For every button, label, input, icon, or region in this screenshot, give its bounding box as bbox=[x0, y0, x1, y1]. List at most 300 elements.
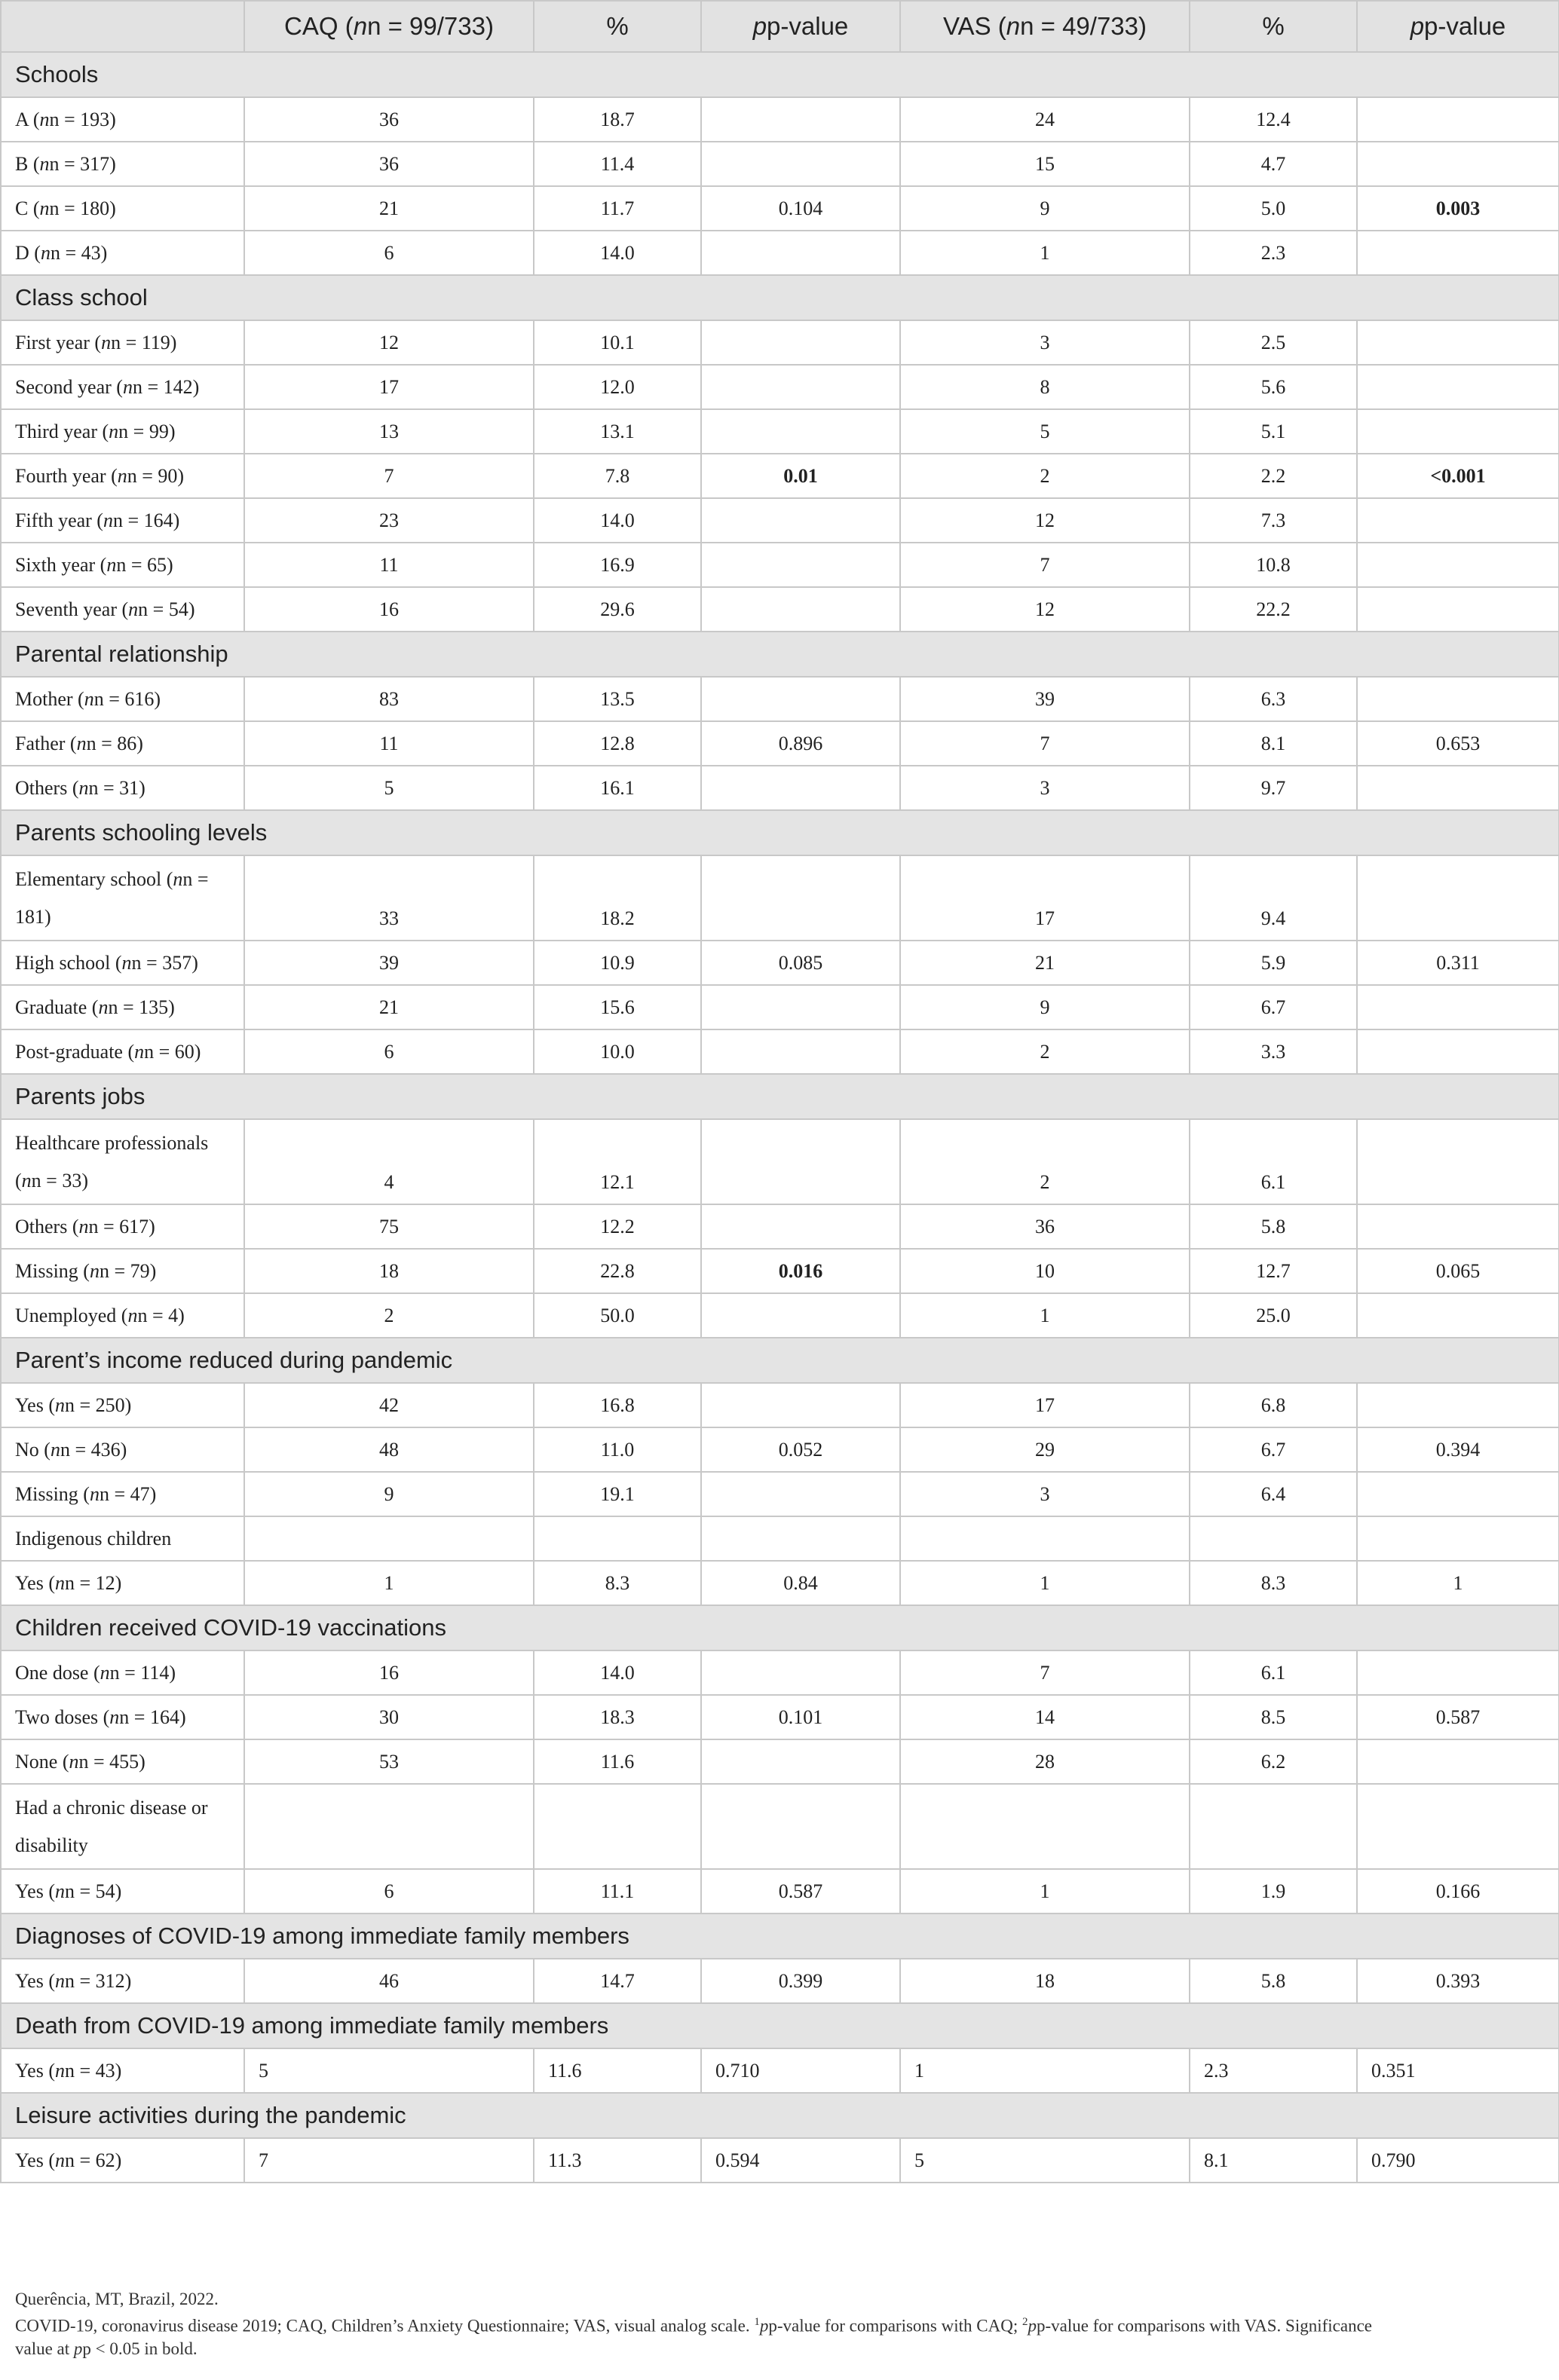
cell-caq-pct: 11.7 bbox=[534, 186, 701, 231]
stat-symbol: n bbox=[76, 732, 87, 754]
cell-vas: 28 bbox=[900, 1739, 1190, 1784]
stat-symbol: n bbox=[117, 464, 127, 487]
cell-vas-p bbox=[1357, 1119, 1559, 1204]
cell-caq-p bbox=[701, 365, 900, 409]
cell-vas: 17 bbox=[900, 1383, 1190, 1427]
table-row bbox=[1, 1472, 1559, 1516]
cell-caq-pct: 12.8 bbox=[534, 721, 701, 766]
cell-caq-p bbox=[701, 1383, 900, 1427]
cell-vas: 5 bbox=[900, 2138, 1190, 2183]
cell-vas: 2 bbox=[900, 454, 1190, 498]
section-title: Death from COVID-19 among immediate family members bbox=[1, 2003, 1559, 2048]
cell-caq-pct: 10.1 bbox=[534, 320, 701, 365]
cell-caq: 36 bbox=[244, 142, 534, 186]
row-label: Seventh year (nn = 54) bbox=[1, 587, 244, 632]
cell-vas-p bbox=[1357, 1739, 1559, 1784]
table-row bbox=[1, 142, 1559, 186]
cell-vas-p bbox=[1357, 587, 1559, 632]
cell-caq-p bbox=[701, 587, 900, 632]
cell-caq-p: 0.399 bbox=[701, 1959, 900, 2003]
table-row bbox=[1, 855, 1559, 941]
cell-vas-pct: 9.7 bbox=[1190, 766, 1357, 810]
cell-caq: 9 bbox=[244, 1472, 534, 1516]
cell-vas: 2 bbox=[900, 1029, 1190, 1074]
cell-caq-p bbox=[701, 985, 900, 1029]
cell-vas-p: 1 bbox=[1357, 1561, 1559, 1605]
footnote-significance: value at pp < 0.05 in bold. bbox=[15, 2339, 198, 2358]
stat-symbol: n bbox=[55, 1571, 65, 1594]
cell-caq-p bbox=[701, 1516, 900, 1561]
cell-vas-p bbox=[1357, 855, 1559, 941]
cell-caq-p: 0.710 bbox=[701, 2048, 900, 2093]
row-label: Yes (nn = 12) bbox=[1, 1561, 244, 1605]
cell-vas-pct: 2.5 bbox=[1190, 320, 1357, 365]
cell-caq-p bbox=[701, 498, 900, 543]
cell-caq-p bbox=[701, 1249, 900, 1293]
cell-vas: 10 bbox=[900, 1249, 1190, 1293]
cell-caq-p bbox=[701, 231, 900, 275]
footnote-p1-text: pp-value for comparisons with CAQ; bbox=[759, 2316, 1022, 2336]
cell-caq: 30 bbox=[244, 1695, 534, 1739]
cell-caq-pct: 11.6 bbox=[534, 2048, 701, 2093]
stat-symbol: n bbox=[55, 1969, 65, 1992]
cell-caq-p bbox=[701, 1739, 900, 1784]
cell-caq-pct: 18.3 bbox=[534, 1695, 701, 1739]
cell-caq-p bbox=[701, 1650, 900, 1695]
stat-symbol: n bbox=[109, 420, 119, 442]
cell-caq: 33 bbox=[244, 855, 534, 941]
table-row bbox=[1, 2138, 1559, 2183]
stat-symbol: n bbox=[1006, 12, 1021, 40]
cell-caq: 48 bbox=[244, 1427, 534, 1472]
table-row bbox=[1, 1959, 1559, 2003]
cell-vas: 12 bbox=[900, 587, 1190, 632]
section-title: Parent’s income reduced during pandemic bbox=[1, 1338, 1559, 1383]
table-row bbox=[1, 2048, 1559, 2093]
cell-vas-p bbox=[1357, 677, 1559, 721]
table-row bbox=[1, 1516, 1559, 1561]
cell-caq: 16 bbox=[244, 587, 534, 632]
cell-vas: 7 bbox=[900, 721, 1190, 766]
section-row bbox=[1, 1074, 1559, 1119]
cell-caq: 75 bbox=[244, 1204, 534, 1249]
stat-symbol: n bbox=[89, 1482, 100, 1505]
cell-caq-pct: 14.0 bbox=[534, 1650, 701, 1695]
cell-vas-p bbox=[1357, 365, 1559, 409]
cell-vas: 17 bbox=[900, 855, 1190, 941]
row-label: Elementary school (nn = 181) bbox=[1, 855, 244, 941]
cell-vas-p bbox=[1357, 1293, 1559, 1338]
cell-vas: 18 bbox=[900, 1959, 1190, 2003]
cell-vas-p bbox=[1357, 543, 1559, 587]
section-title: Children received COVID-19 vaccinations bbox=[1, 1605, 1559, 1650]
cell-vas-p bbox=[1357, 1029, 1559, 1074]
significant-value: <0.001 bbox=[1430, 464, 1486, 487]
stat-symbol: p bbox=[73, 2339, 83, 2358]
cell-vas: 1 bbox=[900, 231, 1190, 275]
cell-vas-pct: 6.8 bbox=[1190, 1383, 1357, 1427]
table-row bbox=[1, 454, 1559, 498]
row-label: Fifth year (nn = 164) bbox=[1, 498, 244, 543]
cell-caq: 42 bbox=[244, 1383, 534, 1427]
stat-symbol: n bbox=[69, 1750, 79, 1773]
cell-vas: 8 bbox=[900, 365, 1190, 409]
row-label: Post-graduate (nn = 60) bbox=[1, 1029, 244, 1074]
stat-symbol: p bbox=[1028, 2316, 1037, 2336]
stat-symbol: n bbox=[39, 108, 50, 130]
stat-symbol: n bbox=[89, 1259, 100, 1282]
table-row bbox=[1, 498, 1559, 543]
cell-caq: 7 bbox=[244, 2138, 534, 2183]
cell-vas-p bbox=[1357, 1472, 1559, 1516]
row-label: Unemployed (nn = 4) bbox=[1, 1293, 244, 1338]
cell-caq-pct: 13.5 bbox=[534, 677, 701, 721]
stat-symbol: n bbox=[55, 2059, 65, 2082]
cell-vas: 29 bbox=[900, 1427, 1190, 1472]
stat-symbol: p bbox=[1410, 12, 1425, 40]
cell-vas bbox=[900, 1784, 1190, 1869]
row-label: D (nn = 43) bbox=[1, 231, 244, 275]
cell-vas: 2 bbox=[900, 1119, 1190, 1204]
significant-value: 0.003 bbox=[1435, 197, 1481, 219]
stat-symbol: n bbox=[55, 2149, 65, 2171]
header-vas-p: pp-value bbox=[1357, 1, 1559, 52]
cell-vas-p bbox=[1357, 142, 1559, 186]
cell-vas-pct: 8.1 bbox=[1190, 721, 1357, 766]
cell-vas-pct: 5.8 bbox=[1190, 1204, 1357, 1249]
section-row bbox=[1, 2003, 1559, 2048]
cell-vas-p bbox=[1357, 409, 1559, 454]
table-row bbox=[1, 1650, 1559, 1695]
cell-vas: 15 bbox=[900, 142, 1190, 186]
cell-vas: 1 bbox=[900, 1869, 1190, 1913]
header-caq bbox=[244, 1, 534, 52]
cell-caq-p bbox=[701, 409, 900, 454]
stat-symbol: n bbox=[78, 776, 89, 799]
cell-caq-p: 0.085 bbox=[701, 941, 900, 985]
cell-caq-p bbox=[701, 1204, 900, 1249]
cell-vas-pct: 3.3 bbox=[1190, 1029, 1357, 1074]
cell-vas-p: 0.311 bbox=[1357, 941, 1559, 985]
row-label: One dose (nn = 114) bbox=[1, 1650, 244, 1695]
cell-caq-p: 0.84 bbox=[701, 1561, 900, 1605]
cell-vas-pct bbox=[1190, 1784, 1357, 1869]
cell-vas-p bbox=[1357, 97, 1559, 142]
cell-vas: 3 bbox=[900, 1472, 1190, 1516]
cell-caq-p bbox=[701, 855, 900, 941]
cell-caq-p bbox=[701, 97, 900, 142]
cell-caq-pct: 12.1 bbox=[534, 1119, 701, 1204]
table-row bbox=[1, 231, 1559, 275]
footnote-abbrev-text: COVID-19, coronavirus disease 2019; CAQ, Children’s Anxiety Questionnaire; VAS, visual analog scale. bbox=[15, 2316, 755, 2336]
cell-caq-pct: 11.4 bbox=[534, 142, 701, 186]
cell-caq-p: 0.594 bbox=[701, 2138, 900, 2183]
table-row bbox=[1, 1739, 1559, 1784]
cell-caq-pct: 14.7 bbox=[534, 1959, 701, 2003]
cell-caq-pct: 8.3 bbox=[534, 1561, 701, 1605]
section-title: Parental relationship bbox=[1, 632, 1559, 677]
cell-vas-pct: 5.1 bbox=[1190, 409, 1357, 454]
cell-vas-pct: 6.3 bbox=[1190, 677, 1357, 721]
cell-caq: 36 bbox=[244, 97, 534, 142]
cell-caq-p bbox=[701, 1119, 900, 1204]
cell-vas-p: 0.351 bbox=[1357, 2048, 1559, 2093]
cell-vas bbox=[900, 1516, 1190, 1561]
significant-value: 0.01 bbox=[783, 464, 818, 487]
cell-caq-p bbox=[701, 766, 900, 810]
row-label: Healthcare professionals (nn = 33) bbox=[1, 1119, 244, 1204]
cell-vas-pct: 5.9 bbox=[1190, 941, 1357, 985]
stat-symbol: n bbox=[98, 996, 109, 1018]
stat-symbol: n bbox=[353, 12, 368, 40]
section-title: Parents schooling levels bbox=[1, 810, 1559, 855]
cell-caq-pct: 10.0 bbox=[534, 1029, 701, 1074]
stat-symbol: n bbox=[100, 1661, 110, 1684]
cell-vas-pct: 5.0 bbox=[1190, 186, 1357, 231]
row-label: Mother (nn = 616) bbox=[1, 677, 244, 721]
row-label: Yes (nn = 312) bbox=[1, 1959, 244, 2003]
row-label: Missing (nn = 79) bbox=[1, 1249, 244, 1293]
cell-caq: 12 bbox=[244, 320, 534, 365]
cell-caq: 17 bbox=[244, 365, 534, 409]
stat-symbol: n bbox=[103, 509, 113, 531]
stat-symbol: n bbox=[39, 197, 50, 219]
cell-caq-p bbox=[701, 454, 900, 498]
stat-symbol: p bbox=[759, 2316, 769, 2336]
cell-vas-pct: 12.4 bbox=[1190, 97, 1357, 142]
stat-symbol: n bbox=[50, 1438, 60, 1461]
cell-vas: 12 bbox=[900, 498, 1190, 543]
header-blank bbox=[1, 1, 244, 52]
cell-vas-p bbox=[1357, 766, 1559, 810]
row-label: Third year (nn = 99) bbox=[1, 409, 244, 454]
cell-caq: 21 bbox=[244, 186, 534, 231]
stat-symbol: n bbox=[134, 1040, 145, 1063]
stat-symbol: p bbox=[752, 12, 767, 40]
row-label: Fourth year (nn = 90) bbox=[1, 454, 244, 498]
header-caq-p: pp-value bbox=[701, 1, 900, 52]
cell-vas-p: 0.653 bbox=[1357, 721, 1559, 766]
table-row bbox=[1, 1119, 1559, 1204]
cell-caq-p bbox=[701, 1784, 900, 1869]
stat-symbol: n bbox=[84, 687, 94, 710]
table-row bbox=[1, 409, 1559, 454]
cell-vas: 1 bbox=[900, 1561, 1190, 1605]
cell-caq: 23 bbox=[244, 498, 534, 543]
row-label: Had a chronic disease or disability bbox=[1, 1784, 244, 1869]
cell-vas-pct: 6.7 bbox=[1190, 1427, 1357, 1472]
stat-symbol: n bbox=[128, 598, 139, 620]
table-row bbox=[1, 1204, 1559, 1249]
cell-caq-p: 0.587 bbox=[701, 1869, 900, 1913]
cell-caq: 6 bbox=[244, 1029, 534, 1074]
cell-caq-pct: 10.9 bbox=[534, 941, 701, 985]
cell-caq-pct: 12.0 bbox=[534, 365, 701, 409]
cell-caq: 5 bbox=[244, 766, 534, 810]
cell-vas-p bbox=[1357, 985, 1559, 1029]
cell-vas-p bbox=[1357, 1383, 1559, 1427]
cell-vas-p bbox=[1357, 1204, 1559, 1249]
cell-caq-pct: 16.1 bbox=[534, 766, 701, 810]
row-label: First year (nn = 119) bbox=[1, 320, 244, 365]
cell-vas-pct: 2.3 bbox=[1190, 231, 1357, 275]
stat-symbol: n bbox=[101, 331, 112, 353]
section-title: Schools bbox=[1, 52, 1559, 97]
cell-vas-pct: 6.4 bbox=[1190, 1472, 1357, 1516]
cell-caq-pct: 7.8 bbox=[534, 454, 701, 498]
cell-vas-pct: 25.0 bbox=[1190, 1293, 1357, 1338]
table-row bbox=[1, 1869, 1559, 1913]
table-row bbox=[1, 1784, 1559, 1869]
table-row bbox=[1, 1695, 1559, 1739]
cell-vas-p bbox=[1357, 498, 1559, 543]
cell-caq-pct: 13.1 bbox=[534, 409, 701, 454]
cell-caq-p: 0.101 bbox=[701, 1695, 900, 1739]
cell-vas: 21 bbox=[900, 941, 1190, 985]
cell-caq-p bbox=[701, 142, 900, 186]
section-row bbox=[1, 1913, 1559, 1959]
cell-vas: 36 bbox=[900, 1204, 1190, 1249]
cell-vas-p bbox=[1357, 454, 1559, 498]
cell-vas-pct: 6.2 bbox=[1190, 1739, 1357, 1784]
cell-vas: 1 bbox=[900, 2048, 1190, 2093]
header-caq-label: CAQ (nn = 99/733) bbox=[284, 12, 494, 40]
table-row bbox=[1, 1383, 1559, 1427]
cell-vas-pct bbox=[1190, 1516, 1357, 1561]
cell-vas-p bbox=[1357, 1650, 1559, 1695]
cell-vas-pct: 2.2 bbox=[1190, 454, 1357, 498]
row-label: None (nn = 455) bbox=[1, 1739, 244, 1784]
cell-vas: 3 bbox=[900, 766, 1190, 810]
cell-vas-p bbox=[1357, 320, 1559, 365]
table-row bbox=[1, 1029, 1559, 1074]
row-label: C (nn = 180) bbox=[1, 186, 244, 231]
row-label: Sixth year (nn = 65) bbox=[1, 543, 244, 587]
table-row bbox=[1, 186, 1559, 231]
cell-caq-pct bbox=[534, 1516, 701, 1561]
stat-symbol: n bbox=[39, 152, 50, 175]
cell-caq-p bbox=[701, 543, 900, 587]
cell-vas-pct: 10.8 bbox=[1190, 543, 1357, 587]
stat-symbol: n bbox=[40, 241, 51, 264]
cell-vas-pct: 5.6 bbox=[1190, 365, 1357, 409]
cell-caq: 39 bbox=[244, 941, 534, 985]
section-row bbox=[1, 275, 1559, 320]
table-row bbox=[1, 587, 1559, 632]
table-row bbox=[1, 1427, 1559, 1472]
cell-vas-p: 0.393 bbox=[1357, 1959, 1559, 2003]
cell-vas-pct: 9.4 bbox=[1190, 855, 1357, 941]
stat-symbol: n bbox=[106, 553, 117, 576]
row-label: Yes (nn = 54) bbox=[1, 1869, 244, 1913]
table-header bbox=[1, 1, 1559, 52]
stat-symbol: n bbox=[173, 867, 183, 890]
header-vas-label: VAS (nn = 49/733) bbox=[943, 12, 1147, 40]
section-row bbox=[1, 810, 1559, 855]
cell-caq: 11 bbox=[244, 721, 534, 766]
section-title: Leisure activities during the pandemic bbox=[1, 2093, 1559, 2138]
stat-symbol: n bbox=[55, 1880, 65, 1902]
cell-caq-p bbox=[701, 320, 900, 365]
cell-caq: 11 bbox=[244, 543, 534, 587]
cell-caq: 6 bbox=[244, 1869, 534, 1913]
cell-vas-p: 0.065 bbox=[1357, 1249, 1559, 1293]
table-row bbox=[1, 365, 1559, 409]
cell-caq: 21 bbox=[244, 985, 534, 1029]
cell-vas-pct: 8.3 bbox=[1190, 1561, 1357, 1605]
cell-vas: 9 bbox=[900, 985, 1190, 1029]
cell-caq-pct: 11.3 bbox=[534, 2138, 701, 2183]
cell-vas: 3 bbox=[900, 320, 1190, 365]
cell-vas-p: 0.587 bbox=[1357, 1695, 1559, 1739]
cell-caq-p: 0.052 bbox=[701, 1427, 900, 1472]
footnote-location: Querência, MT, Brazil, 2022. bbox=[15, 2290, 219, 2308]
table-row bbox=[1, 766, 1559, 810]
significant-value: 0.016 bbox=[778, 1259, 823, 1282]
cell-caq-pct: 16.9 bbox=[534, 543, 701, 587]
cell-caq-p bbox=[701, 1472, 900, 1516]
cell-caq-pct bbox=[534, 1784, 701, 1869]
row-label: Yes (nn = 62) bbox=[1, 2138, 244, 2183]
cell-vas: 1 bbox=[900, 1293, 1190, 1338]
cell-caq bbox=[244, 1784, 534, 1869]
row-label: Missing (nn = 47) bbox=[1, 1472, 244, 1516]
cell-caq: 6 bbox=[244, 231, 534, 275]
cell-vas-pct: 6.7 bbox=[1190, 985, 1357, 1029]
table-row bbox=[1, 677, 1559, 721]
cell-caq-pct: 29.6 bbox=[534, 587, 701, 632]
cell-caq-pct: 14.0 bbox=[534, 231, 701, 275]
cell-vas-p: 0.790 bbox=[1357, 2138, 1559, 2183]
cell-vas-pct: 6.1 bbox=[1190, 1650, 1357, 1695]
section-row bbox=[1, 1338, 1559, 1383]
cell-vas-p bbox=[1357, 231, 1559, 275]
cell-vas-pct: 5.8 bbox=[1190, 1959, 1357, 2003]
cell-caq: 5 bbox=[244, 2048, 534, 2093]
cell-caq bbox=[244, 1516, 534, 1561]
row-label: Second year (nn = 142) bbox=[1, 365, 244, 409]
row-label: High school (nn = 357) bbox=[1, 941, 244, 985]
table-row bbox=[1, 97, 1559, 142]
cell-vas-pct: 8.5 bbox=[1190, 1695, 1357, 1739]
cell-vas-pct: 4.7 bbox=[1190, 142, 1357, 186]
table-row bbox=[1, 1293, 1559, 1338]
row-label: Yes (nn = 250) bbox=[1, 1383, 244, 1427]
table-row bbox=[1, 1249, 1559, 1293]
cell-caq-pct: 14.0 bbox=[534, 498, 701, 543]
section-row bbox=[1, 632, 1559, 677]
cell-vas-pct: 8.1 bbox=[1190, 2138, 1357, 2183]
section-row bbox=[1, 52, 1559, 97]
cell-caq: 53 bbox=[244, 1739, 534, 1784]
header-row bbox=[1, 1, 1559, 52]
cell-vas: 24 bbox=[900, 97, 1190, 142]
footnote-p2-text: pp-value for comparisons with VAS. Significance bbox=[1028, 2316, 1373, 2336]
cell-caq-p bbox=[701, 677, 900, 721]
cell-caq-pct: 15.6 bbox=[534, 985, 701, 1029]
cell-caq: 46 bbox=[244, 1959, 534, 2003]
stat-symbol: n bbox=[55, 1393, 65, 1416]
cell-caq-pct: 12.2 bbox=[534, 1204, 701, 1249]
cell-caq-pct: 18.2 bbox=[534, 855, 701, 941]
cell-caq-pct: 16.8 bbox=[534, 1383, 701, 1427]
cell-vas: 7 bbox=[900, 1650, 1190, 1695]
cell-vas: 5 bbox=[900, 409, 1190, 454]
cell-caq-pct: 11.0 bbox=[534, 1427, 701, 1472]
header-vas bbox=[900, 1, 1190, 52]
cell-vas-pct: 6.1 bbox=[1190, 1119, 1357, 1204]
cell-vas: 14 bbox=[900, 1695, 1190, 1739]
